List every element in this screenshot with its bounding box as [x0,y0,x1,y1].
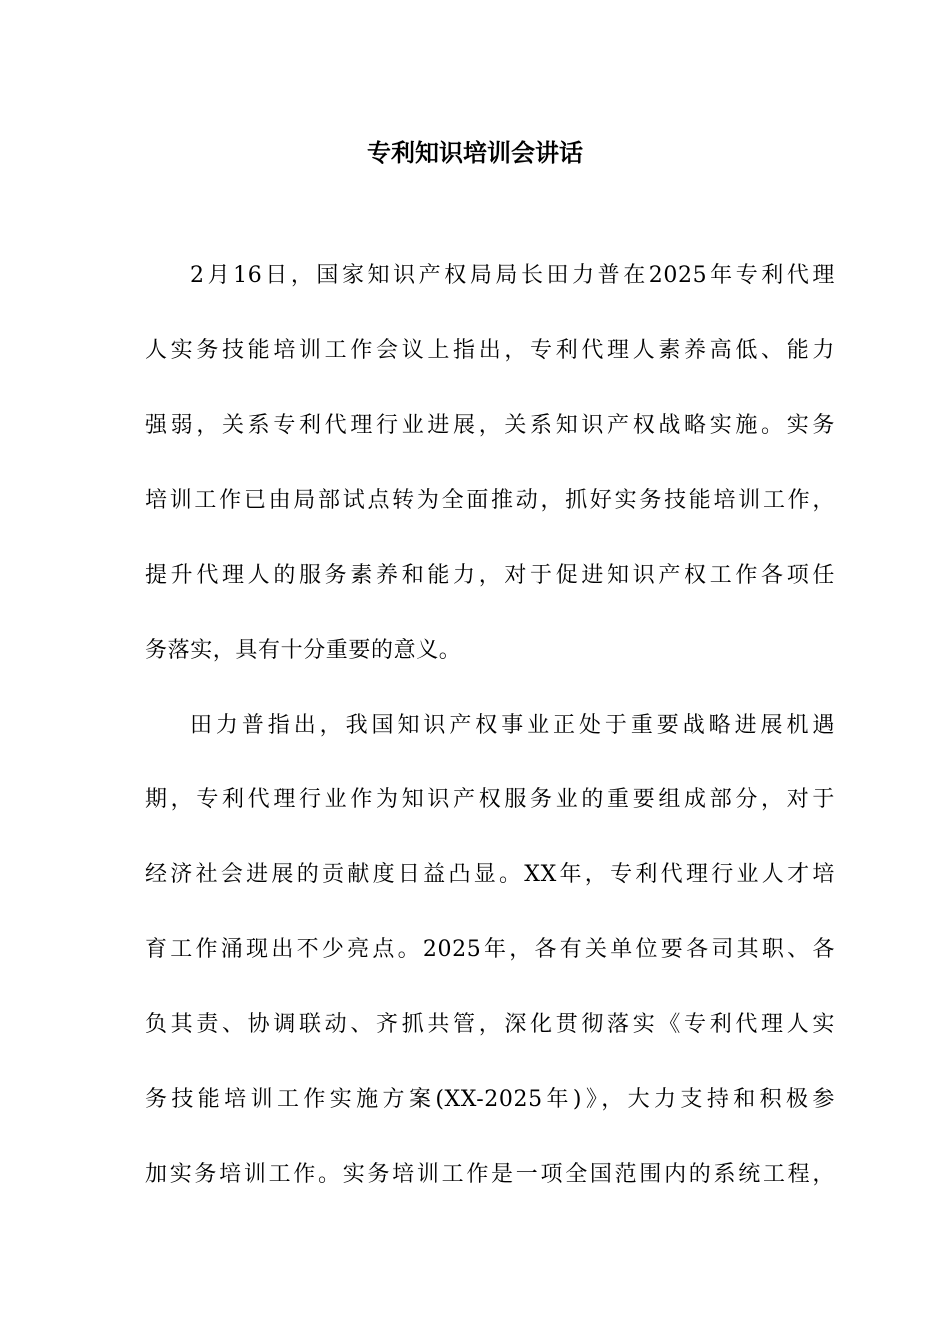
paragraph-1-line-1: 2月16日，国家知识产权局局长田力普在2025年专利代理 [190,263,835,288]
paragraph-1-line-6: 务落实，具有十分重要的意义。 [145,638,462,663]
paragraph-2-line-4: 育工作涌现出不少亮点。2025年，各有关单位要各司其职、各 [145,937,835,962]
paragraph-2-line-3: 经济社会进展的贡献度日益凸显。XX年，专利代理行业人才培 [145,862,835,887]
paragraph-1-line-3: 强弱，关系专利代理行业进展，关系知识产权战略实施。实务 [145,413,835,438]
paragraph-2-line-1: 田力普指出，我国知识产权事业正处于重要战略进展机遇 [190,713,835,738]
document-title: 专利知识培训会讲话 [367,138,583,167]
paragraph-2-line-7: 加实务培训工作。实务培训工作是一项全国范围内的系统工程， [145,1162,835,1187]
paragraph-2-line-2: 期，专利代理行业作为知识产权服务业的重要组成部分，对于 [145,787,835,812]
paragraph-1-line-5: 提升代理人的服务素养和能力，对于促进知识产权工作各项任 [145,563,835,588]
paragraph-2-line-5: 负其责、协调联动、齐抓共管，深化贯彻落实《专利代理人实 [145,1012,835,1037]
paragraph-2-line-6: 务技能培训工作实施方案(XX-2025年)》，大力支持和积极参 [145,1087,835,1112]
paragraph-1-line-2: 人实务技能培训工作会议上指出，专利代理人素养高低、能力 [145,338,835,363]
paragraph-1-line-4: 培训工作已由局部试点转为全面推动，抓好实务技能培训工作， [145,488,835,513]
